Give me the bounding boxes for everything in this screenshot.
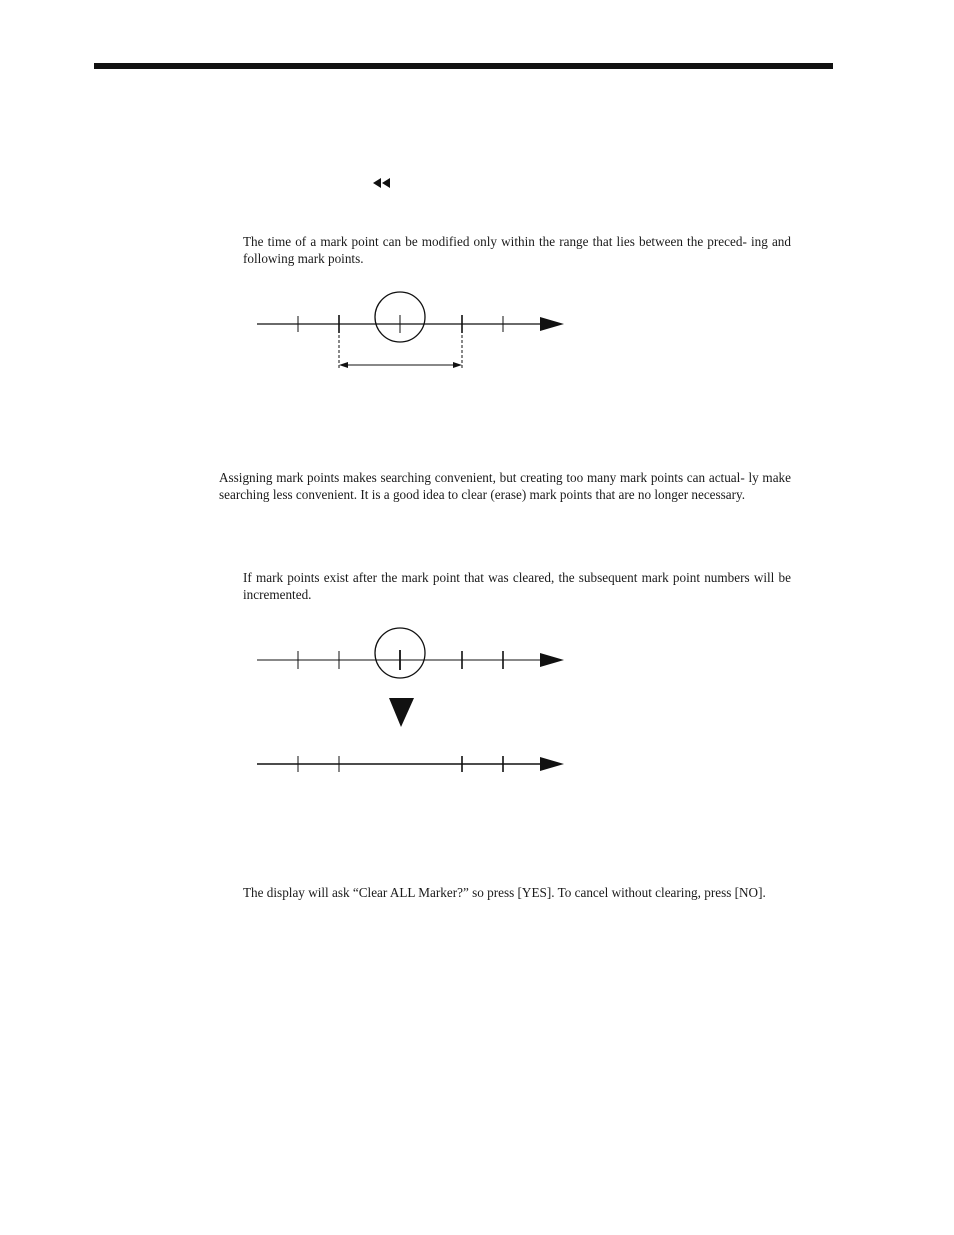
range-arrow-left (339, 362, 348, 368)
rewind-icon (371, 177, 391, 189)
mark-point-modify-range-diagram (250, 285, 580, 385)
modify-range-note: The time of a mark point can be modified only within the range that lies between the preced- ing and following mark points. (243, 234, 791, 266)
timeline-before-arrowhead (540, 653, 564, 667)
timeline-arrowhead (540, 317, 564, 331)
range-arrow-right (453, 362, 462, 368)
timeline-after-arrowhead (540, 757, 564, 771)
clear-all-note: The display will ask “Clear ALL Marker?” so press [YES]. To cancel without clearing, press [NO]. (243, 885, 766, 900)
clearing-intro: Assigning mark points makes searching convenient, but creating too many mark points can actual- ly make searching less convenient. It is a good idea to clear (erase) mark points that are no longer necessary. (219, 470, 791, 502)
mark-point-clear-diagram (250, 620, 580, 780)
result-down-arrow (389, 698, 414, 727)
renumber-note: If mark points exist after the mark point that was cleared, the subsequent mark point numbers will be incremented. (243, 570, 791, 602)
top-rule (94, 63, 833, 69)
